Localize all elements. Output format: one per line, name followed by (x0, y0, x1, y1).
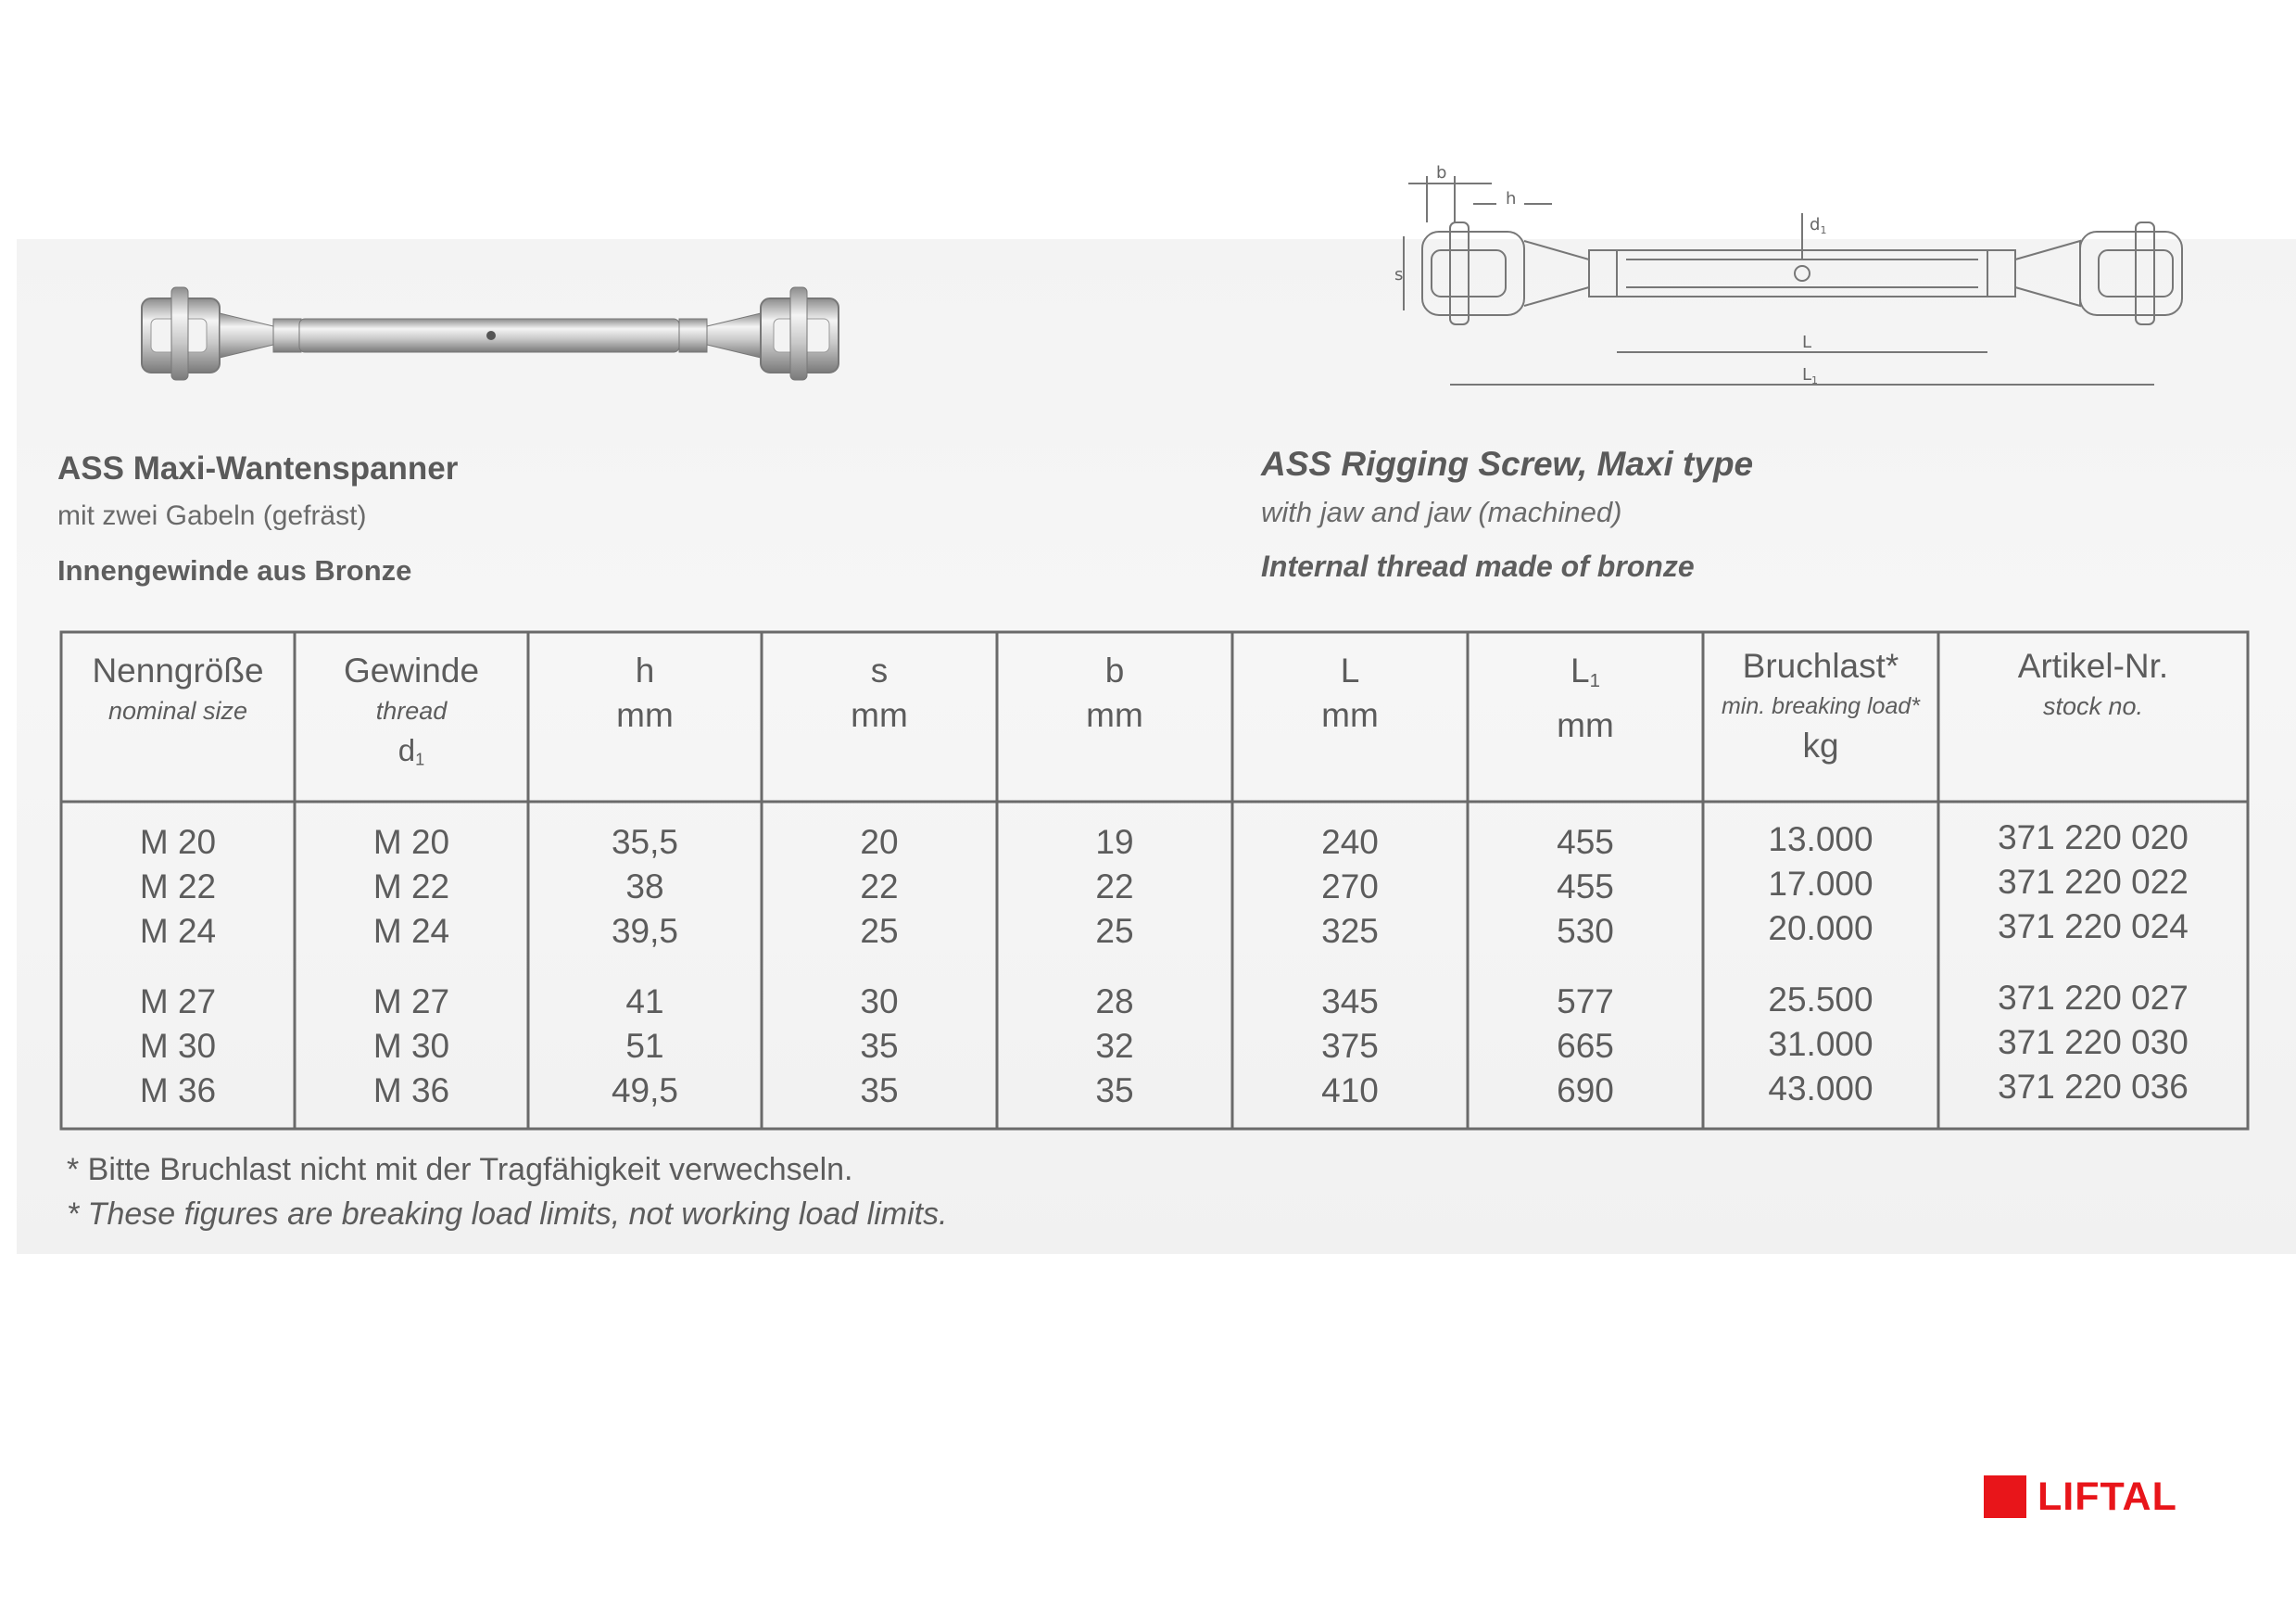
table-cell: 455 (1557, 867, 1614, 905)
dim-d1-label: $d_1$ (1810, 215, 1827, 236)
table-cell: 30 (860, 982, 899, 1020)
table-cell: 371 220 024 (1998, 907, 2189, 945)
table-cell: 530 (1557, 912, 1614, 950)
header-L1: L1 mm (1557, 652, 1614, 745)
table-cell: 270 (1321, 867, 1379, 905)
table-cell: 345 (1321, 982, 1379, 1020)
table-cell: 371 220 036 (1998, 1068, 2189, 1106)
dim-h-label: h (1506, 189, 1517, 209)
table-cell: 43.000 (1768, 1069, 1873, 1107)
liftal-logo (1984, 1475, 2177, 1518)
col-L1-group2 (1468, 980, 1703, 1113)
table-cell: M 27 (139, 982, 217, 1020)
table-cell: 51 (625, 1027, 664, 1065)
table-cell: 31.000 (1768, 1025, 1873, 1063)
col-s-group2 (762, 980, 997, 1113)
dim-L-label: L (1802, 333, 1812, 352)
table-cell: 22 (1095, 867, 1134, 905)
table-cell: 371 220 027 (1998, 979, 2189, 1017)
header-L: L mm (1321, 652, 1379, 734)
table-cell: 455 (1557, 823, 1614, 861)
col-h-group1 (528, 820, 762, 954)
col-stock-no-group1 (1938, 816, 2248, 949)
table-cell: 39,5 (611, 912, 678, 950)
table-cell: M 36 (372, 1071, 450, 1109)
table-cell: 325 (1321, 912, 1379, 950)
table-cell: M 30 (139, 1027, 217, 1065)
table-cell: 410 (1321, 1071, 1379, 1109)
material-de: Innengewinde aus Bronze (57, 554, 412, 587)
header-stock-no: Artikel-Nr. stock no. (2017, 647, 2169, 720)
footnote-de: * Bitte Bruchlast nicht mit der Tragfähigkeit verwechseln. (67, 1152, 853, 1187)
table-cell: M 22 (372, 867, 450, 905)
rigging-screw-photo (134, 278, 857, 389)
col-s-group1 (762, 820, 997, 954)
header-nominal-size: Nenngröße nominal size (92, 652, 264, 725)
logo-square-icon (1984, 1475, 2026, 1518)
table-cell: 690 (1557, 1071, 1614, 1109)
table-cell: 35,5 (611, 823, 678, 861)
table-cell: 19 (1095, 823, 1134, 861)
table-cell: 25 (1095, 912, 1134, 950)
col-stock-no-group2 (1938, 976, 2248, 1109)
table-cell: 577 (1557, 982, 1614, 1020)
col-nominal-size-group1 (61, 820, 295, 954)
table-cell: 375 (1321, 1027, 1379, 1065)
table-cell: 49,5 (611, 1071, 678, 1109)
table-cell: 35 (860, 1071, 899, 1109)
col-L-group1 (1232, 820, 1468, 954)
col-breaking-load-group2 (1703, 978, 1938, 1111)
col-breaking-load-group1 (1703, 817, 1938, 951)
table-cell: 20 (860, 823, 899, 861)
table-cell: 13.000 (1768, 820, 1873, 858)
table-cell: M 24 (139, 912, 217, 950)
col-b-group2 (997, 980, 1232, 1113)
table-cell: 32 (1095, 1027, 1134, 1065)
col-nominal-size-group2 (61, 980, 295, 1113)
table-cell: 41 (625, 982, 664, 1020)
col-b-group1 (997, 820, 1232, 954)
footnote-en: * These figures are breaking load limits, not working load limits. (67, 1196, 948, 1232)
table-cell: M 24 (372, 912, 450, 950)
table-cell: 35 (860, 1027, 899, 1065)
table-cell: 17.000 (1768, 865, 1873, 903)
table-cell: M 22 (139, 867, 217, 905)
table-cell: M 20 (139, 823, 217, 861)
material-en: Internal thread made of bronze (1261, 550, 1695, 583)
table-cell: M 36 (139, 1071, 217, 1109)
header-b: b mm (1086, 652, 1143, 734)
table-cell: 371 220 030 (1998, 1023, 2189, 1061)
col-h-group2 (528, 980, 762, 1113)
subtitle-de: mit zwei Gabeln (gefräst) (57, 500, 367, 531)
table-cell: 240 (1321, 823, 1379, 861)
logo-text: LIFTAL (2037, 1474, 2177, 1519)
col-thread-group1 (295, 820, 528, 954)
header-breaking-load: Bruchlast* min. breaking load* kg (1721, 647, 1920, 765)
subtitle-en: with jaw and jaw (machined) (1261, 496, 1622, 528)
title-en: ASS Rigging Screw, Maxi type (1261, 445, 1754, 483)
dim-s-label: s (1394, 265, 1404, 285)
table-cell: 38 (625, 867, 664, 905)
table-cell: 35 (1095, 1071, 1134, 1109)
dim-L1-label: $L_1$ (1802, 365, 1819, 386)
table-cell: 371 220 022 (1998, 863, 2189, 901)
title-de: ASS Maxi-Wantenspanner (57, 450, 459, 487)
technical-drawing (1394, 158, 2210, 408)
table-cell: 20.000 (1768, 909, 1873, 947)
col-L-group2 (1232, 980, 1468, 1113)
col-L1-group1 (1468, 820, 1703, 954)
col-thread-group2 (295, 980, 528, 1113)
header-thread: Gewinde thread d1 (343, 652, 480, 769)
table-cell: 665 (1557, 1027, 1614, 1065)
table-cell: 25.500 (1768, 981, 1873, 1019)
table-cell: M 27 (372, 982, 450, 1020)
table-cell: 22 (860, 867, 899, 905)
header-s: s mm (851, 652, 908, 734)
table-cell: 371 220 020 (1998, 818, 2189, 856)
table-cell: M 30 (372, 1027, 450, 1065)
header-h: h mm (616, 652, 674, 734)
dim-b-label: b (1436, 163, 1447, 183)
table-cell: 25 (860, 912, 899, 950)
table-cell: M 20 (372, 823, 450, 861)
table-cell: 28 (1095, 982, 1134, 1020)
